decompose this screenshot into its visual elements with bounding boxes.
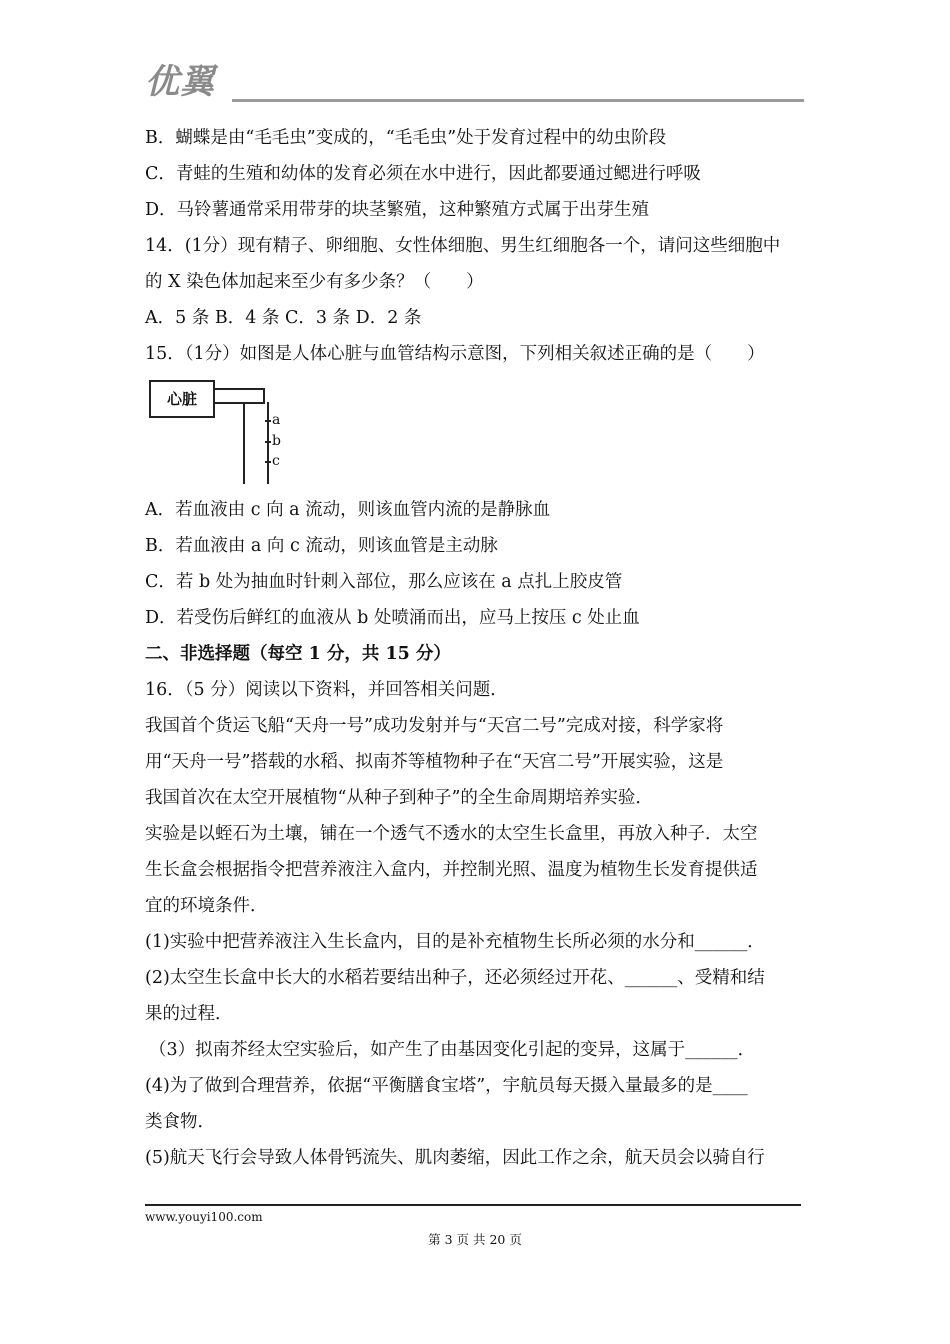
question-16-stem: 16．（5 分）阅读以下资料，并回答相关问题．	[145, 680, 508, 700]
passage-line-4: 实验是以蛭石为土壤，铺在一个透气不透水的太空生长盒里，再放入种子．太空	[145, 824, 758, 844]
vessel-vertical	[243, 402, 269, 484]
footer-url: www.youyi100.com	[145, 1210, 263, 1224]
option-b-q13: B．蝴蝶是由“毛毛虫”变成的，“毛毛虫”处于发育过程中的幼虫阶段	[145, 128, 667, 148]
brand-logo: 优翼	[145, 62, 215, 102]
passage-line-1: 我国首个货运飞船“天舟一号”成功发射并与“天宫二号”完成对接，科学家将	[145, 716, 724, 736]
question-15-stem: 15．（1分）如图是人体心脏与血管结构示意图，下列相关叙述正确的是（ ）	[145, 344, 765, 364]
sub-question-4-line1: (4)为了做到合理营养，依据“平衡膳食宝塔”，宇航员每天摄入量最多的是____	[145, 1076, 748, 1096]
header-divider	[232, 99, 804, 102]
option-c-q13: C．青蛙的生殖和幼体的发育必须在水中进行，因此都要通过鳃进行呼吸	[145, 164, 701, 184]
sub-question-2-line1: (2)太空生长盒中长大的水稻若要结出种子，还必须经过开花、______、受精和结	[145, 968, 765, 988]
question-14-line1: 14．(1分）现有精子、卵细胞、女性体细胞、男生红细胞各一个，请问这些细胞中	[145, 236, 781, 256]
passage-line-5: 生长盒会根据指令把营养液注入盒内，并控制光照、温度为植物生长发育提供适	[145, 860, 758, 880]
option-a-q15: A．若血液由 c 向 a 流动，则该血管内流的是静脉血	[145, 500, 551, 520]
label-c: c	[272, 453, 280, 469]
page-content	[145, 120, 810, 1176]
passage-line-3: 我国首次在太空开展植物“从种子到种子”的全生命周期培养实验．	[145, 788, 653, 808]
passage-line-2: 用“天舟一号”搭载的水稻、拟南芥等植物种子在“天宫二号”开展实验，这是	[145, 752, 724, 772]
label-a: a	[272, 412, 281, 428]
option-d-q13: D．马铃薯通常采用带芽的块茎繁殖，这种繁殖方式属于出芽生殖	[145, 200, 650, 220]
tick-a	[265, 420, 271, 422]
question-14-line2: 的 X 染色体加起来至少有多少条？（ ）	[145, 272, 484, 292]
option-b-q15: B．若血液由 a 向 c 流动，则该血管是主动脉	[145, 536, 498, 556]
sub-question-3: （3）拟南芥经太空实验后，如产生了由基因变化引起的变异，这属于______．	[149, 1040, 756, 1060]
sub-question-2-line2: 果的过程．	[145, 1004, 233, 1024]
page-number: 第 3 页 共 20 页	[428, 1232, 522, 1247]
sub-question-5-line1: (5)航天飞行会导致人体骨钙流失、肌肉萎缩，因此工作之余，航天员会以骑自行	[145, 1148, 765, 1168]
tick-b	[265, 441, 271, 443]
sub-question-4-line2: 类食物．	[145, 1112, 215, 1132]
tick-c	[265, 461, 271, 463]
section-title: 二、非选择题（每空 1 分，共 15 分）	[145, 644, 451, 664]
heart-vessel-diagram	[147, 376, 287, 486]
sub-question-1: (1)实验中把营养液注入生长盒内，目的是补充植物生长所必须的水分和______．	[145, 932, 765, 952]
option-d-q15: D．若受伤后鲜红的血液从 b 处喷涌而出，应马上按压 c 处止血	[145, 608, 640, 628]
footer-divider	[145, 1204, 801, 1206]
option-c-q15: C．若 b 处为抽血时针刺入部位，那么应该在 a 点扎上胶皮管	[145, 572, 623, 592]
passage-line-6: 宜的环境条件．	[145, 896, 268, 916]
label-b: b	[272, 433, 281, 449]
question-14-options: A．5 条 B．4 条 C．3 条 D．2 条	[145, 308, 422, 328]
heart-box: 心脏	[149, 380, 215, 418]
